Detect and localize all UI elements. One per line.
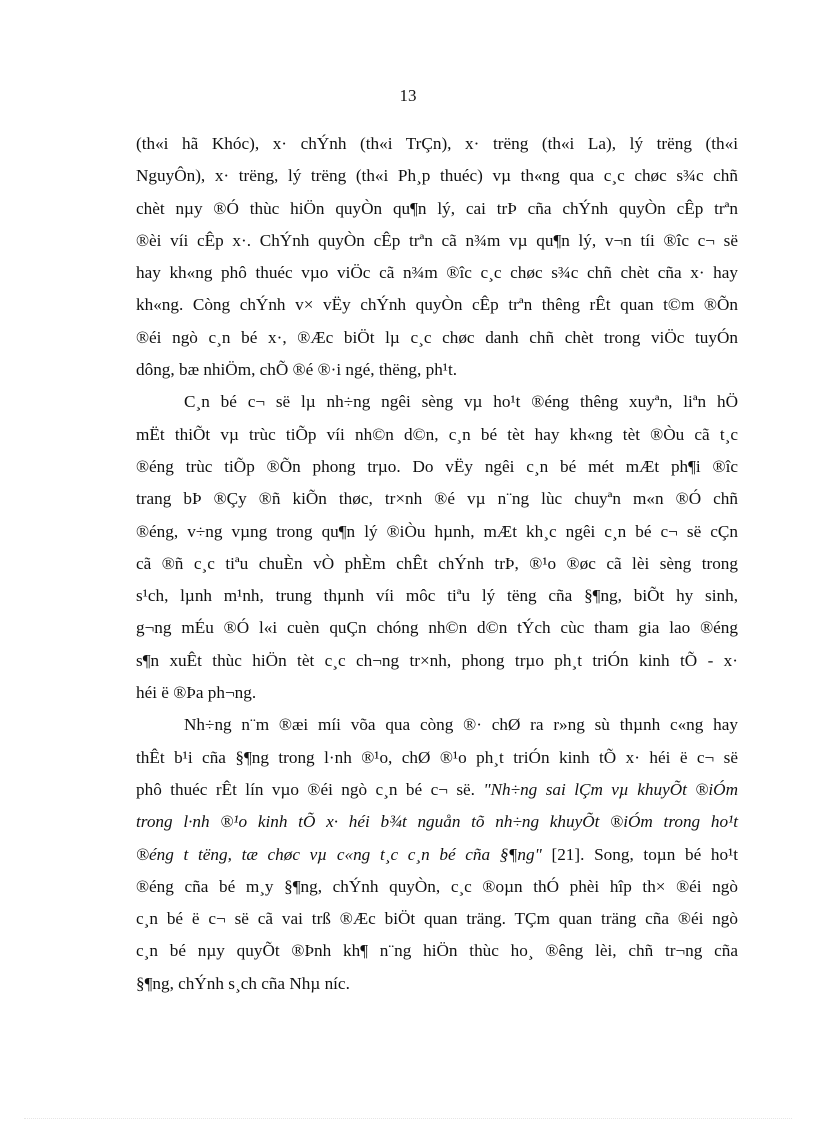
quote-text: "Nh÷ng sai lÇm vµ khuyÕt ®iÓm — [483, 779, 738, 799]
text-line: dông, bæ nhiÖm, chÕ ®é ®·i ngé, thëng, ph¹t. — [136, 360, 458, 380]
text-line: trang bÞ ®Çy ®ñ kiÕn thøc, tr×nh ®é vµ n¨ng lùc chuyªn m«n ®Ó chñ — [136, 489, 738, 509]
text-line: c¸n bé nµy quyÕt ®Þnh kh¶ n¨ng hiÖn thùc ho¸ ®êng lèi, chñ tr¬ng cña — [136, 941, 738, 961]
text-line: §¶ng, chÝnh s¸ch cña Nhµ níc. — [136, 973, 350, 993]
text-line-with-citation — [136, 839, 738, 871]
text-line: kh«ng. Còng chÝnh v× vËy chÝnh quyÒn cÊp trªn thêng rÊt quan t©m ®Õn — [136, 295, 738, 315]
text-line: ®éng, v÷ng vµng trong qu¶n lý ®iÒu hµnh, mÆt kh¸c ngêi c¸n bé c¬ së cÇn — [136, 521, 738, 541]
text-line: cã ®ñ c¸c tiªu chuÈn vÒ phÈm chÊt chÝnh trÞ, ®¹o ®øc cã lèi sèng trong — [136, 553, 738, 573]
text-line: Nh÷ng n¨m ®æi míi võa qua còng ®· chØ ra r»ng sù thµnh c«ng hay — [184, 715, 738, 735]
text-line: ®éng trùc tiÕp ®Õn phong trµo. Do vËy ngêi c¸n bé mét mÆt ph¶i ®îc — [136, 456, 738, 476]
paragraph-1 — [136, 128, 738, 386]
text-line: g¬ng mÉu ®Ó l«i cuèn quÇn chóng nh©n d©n tÝch cùc tham gia lao ®éng — [136, 618, 738, 638]
paragraph-3 — [136, 709, 738, 1000]
text-line: (th«i hã Khóc), x· chÝnh (th«i TrÇn), x· trëng (th«i La), lý trëng (th«i — [136, 134, 738, 153]
quote-text: ®éng t tëng, tæ chøc vµ c«ng t¸c c¸n bé cña §¶ng" — [136, 844, 542, 864]
text-line: s¶n xuÊt thùc hiÖn tèt c¸c ch¬ng tr×nh, phong trµo ph¸t triÓn kinh tÕ - x· — [136, 650, 738, 670]
text-line: s¹ch, lµnh m¹nh, trung thµnh víi môc tiªu lý tëng cña §¶ng, biÕt hy sinh, — [136, 586, 738, 606]
text-line: chèt nµy ®Ó thùc hiÖn quyÒn qu¶n lý, cai trÞ cña chÝnh quyÒn cÊp trªn — [136, 198, 738, 218]
text-segment: phô thuéc rÊt lín vµo ®éi ngò c¸n bé c¬ së. — [136, 779, 475, 799]
text-line: C¸n bé c¬ së lµ nh÷ng ngêi sèng vµ ho¹t ®éng thêng xuyªn, liªn hÖ — [184, 392, 738, 412]
citation: [21]. Song, toµn bé ho¹t — [541, 844, 738, 864]
page-number: 13 — [399, 86, 417, 105]
text-line: ®èi víi cÊp x·. ChÝnh quyÒn cÊp trªn cã n¾m vµ qu¶n lý, v¬n tíi ®îc c¬ së — [136, 230, 738, 250]
text-line: ®éng cña bé m¸y §¶ng, chÝnh quyÒn, c¸c ®oµn thÓ phèi hîp th× ®éi ngò — [136, 876, 738, 896]
quote-text-line: trong l·nh ®¹o kinh tÕ x· héi b¾t nguån tõ nh÷ng khuyÕt ®iÓm trong ho¹t — [136, 812, 738, 832]
text-line: ®éi ngò c¸n bé x·, ®Æc biÖt lµ c¸c chøc danh chñ chèt trong viÖc tuyÓn — [136, 327, 738, 347]
text-line: NguyÔn), x· trëng, lý trëng (th«i Ph¸p thuéc) vµ th«ng qua c¸c chøc s¾c chñ — [136, 166, 738, 186]
text-line-with-quote — [136, 774, 738, 806]
text-line: thÊt b¹i cña §¶ng trong l·nh ®¹o, chØ ®¹o ph¸t triÓn kinh tÕ x· héi ë c¬ së — [136, 747, 738, 767]
paragraph-2 — [136, 386, 738, 709]
text-line: mËt thiÕt vµ trùc tiÕp víi nh©n d©n, c¸n bé tèt hay kh«ng tèt ®Òu cã t¸c — [136, 424, 738, 444]
text-line: hay kh«ng phô thuéc vµo viÖc cã n¾m ®îc c¸c chøc s¾c chñ chèt cña x· hay — [136, 263, 738, 283]
page-bottom-divider — [24, 1118, 792, 1119]
text-line: héi ë ®Þa ph¬ng. — [136, 683, 257, 703]
text-line: c¸n bé ë c¬ së cã vai trß ®Æc biÖt quan träng. TÇm quan träng cña ®éi ngò — [136, 909, 738, 929]
document-body — [136, 128, 738, 1000]
